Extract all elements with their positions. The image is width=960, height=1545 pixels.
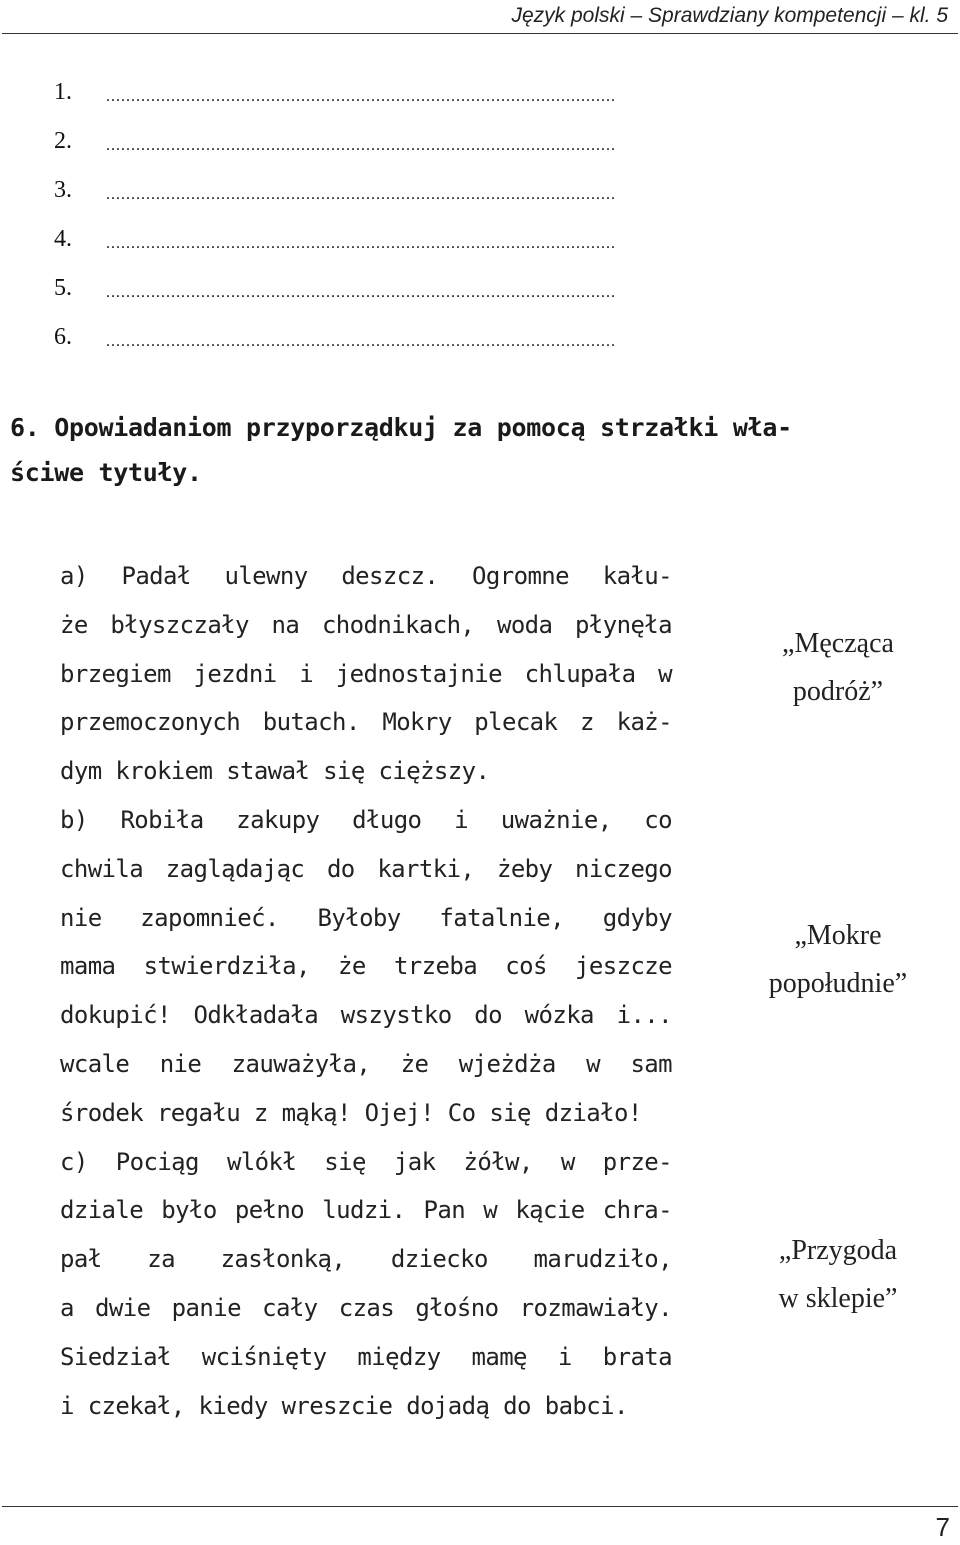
blank-number: 4. bbox=[54, 226, 72, 252]
title-line: „Przygoda bbox=[778, 1235, 898, 1266]
story-line: b) Robiła zakupy długo i uważnie, co bbox=[60, 805, 672, 834]
story-line: dokupić! Odkładała wszystko do wózka i... bbox=[60, 1001, 672, 1030]
task-instruction bbox=[10, 405, 950, 495]
running-header: Język polski – Sprawdziany kompetencji – kl. 5 bbox=[511, 4, 948, 27]
story-line: c) Pociąg wlókł się jak żółw, w prze- bbox=[60, 1147, 672, 1176]
blank-dots: ...................................................................................................... bbox=[106, 87, 616, 105]
title-option bbox=[738, 1227, 938, 1323]
story-line: nie zapomnieć. Byłoby fatalnie, gdyby bbox=[60, 903, 672, 932]
story-line: i czekał, kiedy wreszcie dojadą do babci. bbox=[60, 1391, 628, 1420]
blank-dots: ...................................................................................................... bbox=[106, 332, 616, 350]
answer-blank-row bbox=[54, 117, 944, 166]
title-option bbox=[738, 620, 938, 716]
header-divider bbox=[2, 33, 958, 34]
blank-dots: ...................................................................................................... bbox=[106, 283, 616, 301]
page-number: 7 bbox=[935, 1512, 950, 1542]
story-line: a dwie panie cały czas głośno rozmawiały. bbox=[60, 1293, 672, 1322]
story-line: dziale było pełno ludzi. Pan w kącie chra- bbox=[60, 1196, 672, 1225]
answer-blank-row bbox=[54, 264, 944, 313]
title-line: popołudnie” bbox=[768, 968, 908, 999]
stories-column bbox=[60, 552, 672, 1430]
story-line: Siedział wciśnięty między mamę i brata bbox=[60, 1342, 672, 1371]
story-line: dym krokiem stawał się cięższy. bbox=[60, 757, 490, 786]
story-line: pał za zasłonką, dziecko marudziło, bbox=[60, 1245, 672, 1274]
story-line: że błyszczały na chodnikach, woda płynęła bbox=[60, 610, 672, 639]
story-line: chwila zaglądając do kartki, żeby niczego bbox=[60, 854, 672, 883]
title-option bbox=[738, 912, 938, 1008]
answer-blank-row bbox=[54, 68, 944, 117]
title-line: „Męcząca bbox=[782, 628, 894, 659]
title-line: podróż” bbox=[792, 676, 884, 707]
answer-blank-row bbox=[54, 313, 944, 362]
story-line: przemoczonych butach. Mokry plecak z każ- bbox=[60, 708, 672, 737]
story-line: brzegiem jezdni i jednostajnie chlupała w bbox=[60, 659, 672, 688]
blank-dots: ...................................................................................................... bbox=[106, 136, 616, 154]
blank-dots: ...................................................................................................... bbox=[106, 185, 616, 203]
task-instruction-line: 6. Opowiadaniom przyporządkuj za pomocą strzałki wła- bbox=[10, 413, 792, 442]
blank-number: 3. bbox=[54, 177, 72, 203]
footer-divider bbox=[2, 1506, 958, 1507]
blank-number: 2. bbox=[54, 128, 72, 154]
blank-number: 1. bbox=[54, 79, 72, 105]
answer-blank-row bbox=[54, 215, 944, 264]
blank-number: 6. bbox=[54, 324, 72, 350]
title-line: w sklepie” bbox=[778, 1283, 898, 1314]
story-line: wcale nie zauważyła, że wjeżdża w sam bbox=[60, 1049, 672, 1078]
task-instruction-line: ściwe tytuły. bbox=[10, 458, 202, 487]
blank-number: 5. bbox=[54, 275, 72, 301]
answer-blank-row bbox=[54, 166, 944, 215]
blank-dots: ...................................................................................................... bbox=[106, 234, 616, 252]
answer-blank-list bbox=[54, 68, 944, 362]
story-line: środek regału z mąką! Ojej! Co się działo! bbox=[60, 1098, 642, 1127]
title-line: „Mokre bbox=[794, 920, 882, 951]
story-line: a) Padał ulewny deszcz. Ogromne kału- bbox=[60, 562, 672, 590]
story-line: mama stwierdziła, że trzeba coś jeszcze bbox=[60, 952, 672, 981]
